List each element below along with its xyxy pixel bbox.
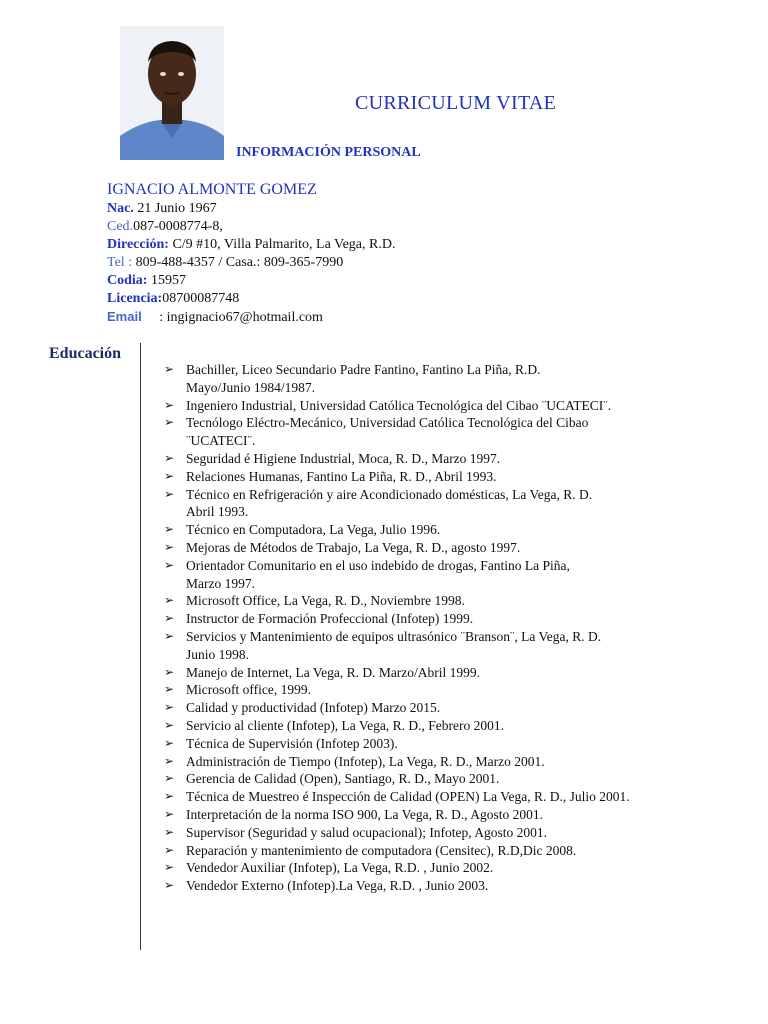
field-label: Ced.	[107, 219, 134, 234]
field-value: 087-0008774-8,	[133, 219, 223, 234]
education-entry: Servicio al cliente (Infotep), La Vega, R. D., Febrero 2001.	[186, 717, 505, 733]
education-entry: Técnica de Supervisión (Infotep 2003).	[186, 735, 398, 751]
field-value: 15957	[147, 273, 186, 288]
arrow-bullet-icon: ➢	[164, 824, 175, 839]
list-item	[164, 788, 754, 806]
list-item	[164, 735, 754, 753]
education-list	[164, 361, 754, 895]
list-item	[164, 824, 754, 842]
field-value: 08700087748	[162, 291, 240, 306]
list-item	[164, 681, 754, 699]
education-entry: Seguridad é Higiene Industrial, Moca, R. D., Marzo 1997.	[186, 450, 501, 466]
arrow-bullet-icon: ➢	[164, 628, 175, 643]
education-entry: Gerencia de Calidad (Open), Santiago, R. D., Mayo 2001.	[186, 771, 500, 787]
id-row	[107, 218, 395, 236]
arrow-bullet-icon: ➢	[164, 415, 175, 430]
list-item	[164, 770, 754, 788]
education-entry: Microsoft Office, La Vega, R. D., Noviembre 1998.	[186, 593, 465, 609]
email-row	[107, 308, 395, 326]
arrow-bullet-icon: ➢	[164, 468, 175, 483]
phone-row	[107, 254, 395, 272]
education-entry: Técnico en Refrigeración y aire Acondicionado domésticas, La Vega, R. D. Abril 1993.	[186, 486, 593, 520]
field-label: Licencia:	[107, 291, 163, 306]
education-entry: Tecnólogo Eléctro-Mecánico, Universidad Católica Tecnológica del Cibao ¨UCATECI¨.	[186, 415, 589, 449]
arrow-bullet-icon: ➢	[164, 611, 175, 626]
education-entry: Administración de Tiempo (Infotep), La Vega, R. D., Marzo 2001.	[186, 753, 545, 769]
education-entry: Ingeniero Industrial, Universidad Católica Tecnológica del Cibao ¨UCATECI¨.	[186, 397, 612, 413]
field-label: Codia:	[107, 273, 148, 288]
field-value: 21 Junio 1967	[133, 201, 217, 216]
education-entry: Servicios y Mantenimiento de equipos ultrasónico ¨Branson¨, La Vega, R. D. Junio 1998.	[186, 628, 602, 662]
personal-info-block	[107, 200, 395, 326]
field-label: Email	[107, 309, 142, 324]
arrow-bullet-icon: ➢	[164, 539, 175, 554]
education-entry: Vendedor Externo (Infotep).La Vega, R.D. , Junio 2003.	[186, 878, 489, 894]
education-heading: Educación	[49, 345, 122, 362]
list-item	[164, 877, 754, 895]
arrow-bullet-icon: ➢	[164, 362, 175, 376]
list-item	[164, 486, 754, 522]
field-value: C/9 #10, Villa Palmarito, La Vega, R.D.	[168, 237, 396, 252]
profile-photo	[120, 26, 224, 160]
arrow-bullet-icon: ➢	[164, 664, 175, 679]
arrow-bullet-icon: ➢	[164, 682, 175, 697]
arrow-bullet-icon: ➢	[164, 806, 175, 821]
education-entry: Supervisor (Seguridad y salud ocupacional); Infotep, Agosto 2001.	[186, 824, 548, 840]
education-entry: Reparación y mantenimiento de computadora (Censitec), R.D,Dic 2008.	[186, 842, 577, 858]
arrow-bullet-icon: ➢	[164, 593, 175, 608]
education-entry: Orientador Comunitario en el uso indebido de drogas, Fantino La Piña, Marzo 1997.	[186, 557, 570, 591]
codia-row	[107, 272, 395, 290]
education-entry: Relaciones Humanas, Fantino La Piña, R. D., Abril 1993.	[186, 468, 497, 484]
education-entry: Instructor de Formación Profeccional (Infotep) 1999.	[186, 611, 474, 627]
education-entry: Interpretación de la norma ISO 900, La Vega, R. D., Agosto 2001.	[186, 806, 544, 822]
birth-date-row	[107, 200, 395, 218]
education-entry: Microsoft office, 1999.	[186, 682, 311, 698]
list-item	[164, 450, 754, 468]
arrow-bullet-icon: ➢	[164, 753, 175, 768]
list-item	[164, 699, 754, 717]
list-item	[164, 468, 754, 486]
list-item	[164, 753, 754, 771]
arrow-bullet-icon: ➢	[164, 450, 175, 465]
arrow-bullet-icon: ➢	[164, 771, 175, 786]
list-item	[164, 628, 754, 664]
arrow-bullet-icon: ➢	[164, 735, 175, 750]
list-item	[164, 414, 754, 450]
list-item	[164, 557, 754, 593]
list-item	[164, 361, 754, 397]
list-item	[164, 610, 754, 628]
personal-info-heading: INFORMACIÓN PERSONAL	[236, 145, 421, 160]
list-item	[164, 664, 754, 682]
education-entry: Vendedor Auxiliar (Infotep), La Vega, R.D. , Junio 2002.	[186, 860, 494, 876]
field-label: Nac.	[107, 201, 134, 216]
education-entry: Manejo de Internet, La Vega, R. D. Marzo/Abril 1999.	[186, 664, 481, 680]
education-entry: Mejoras de Métodos de Trabajo, La Vega, R. D., agosto 1997.	[186, 539, 521, 555]
email-value[interactable]: : ingignacio67@hotmail.com	[141, 310, 323, 325]
field-label: Dirección:	[107, 237, 169, 252]
education-entry: Calidad y productividad (Infotep) Marzo 2015.	[186, 700, 441, 716]
arrow-bullet-icon: ➢	[164, 700, 175, 715]
list-item	[164, 592, 754, 610]
arrow-bullet-icon: ➢	[164, 522, 175, 537]
education-entry: Técnico en Computadora, La Vega, Julio 1996.	[186, 522, 441, 538]
person-name: IGNACIO ALMONTE GOMEZ	[107, 181, 317, 198]
education-entry: Técnica de Muestreo é Inspección de Calidad (OPEN) La Vega, R. D., Julio 2001.	[186, 789, 630, 805]
arrow-bullet-icon: ➢	[164, 789, 175, 804]
education-entry: Bachiller, Liceo Secundario Padre Fantino, Fantino La Piña, R.D. Mayo/Junio 1984/1987.	[186, 362, 541, 395]
arrow-bullet-icon: ➢	[164, 397, 175, 412]
list-item	[164, 859, 754, 877]
license-row	[107, 290, 395, 308]
arrow-bullet-icon: ➢	[164, 860, 175, 875]
list-item	[164, 539, 754, 557]
arrow-bullet-icon: ➢	[164, 717, 175, 732]
arrow-bullet-icon: ➢	[164, 486, 175, 501]
list-item	[164, 842, 754, 860]
list-item	[164, 806, 754, 824]
section-divider	[140, 343, 141, 950]
field-value: 809-488-4357 / Casa.: 809-365-7990	[132, 255, 344, 270]
arrow-bullet-icon: ➢	[164, 557, 175, 572]
field-label: Tel :	[107, 255, 133, 270]
list-item	[164, 397, 754, 415]
address-row	[107, 236, 395, 254]
arrow-bullet-icon: ➢	[164, 878, 175, 893]
arrow-bullet-icon: ➢	[164, 842, 175, 857]
document-title: CURRICULUM VITAE	[355, 92, 557, 114]
list-item	[164, 717, 754, 735]
list-item	[164, 521, 754, 539]
